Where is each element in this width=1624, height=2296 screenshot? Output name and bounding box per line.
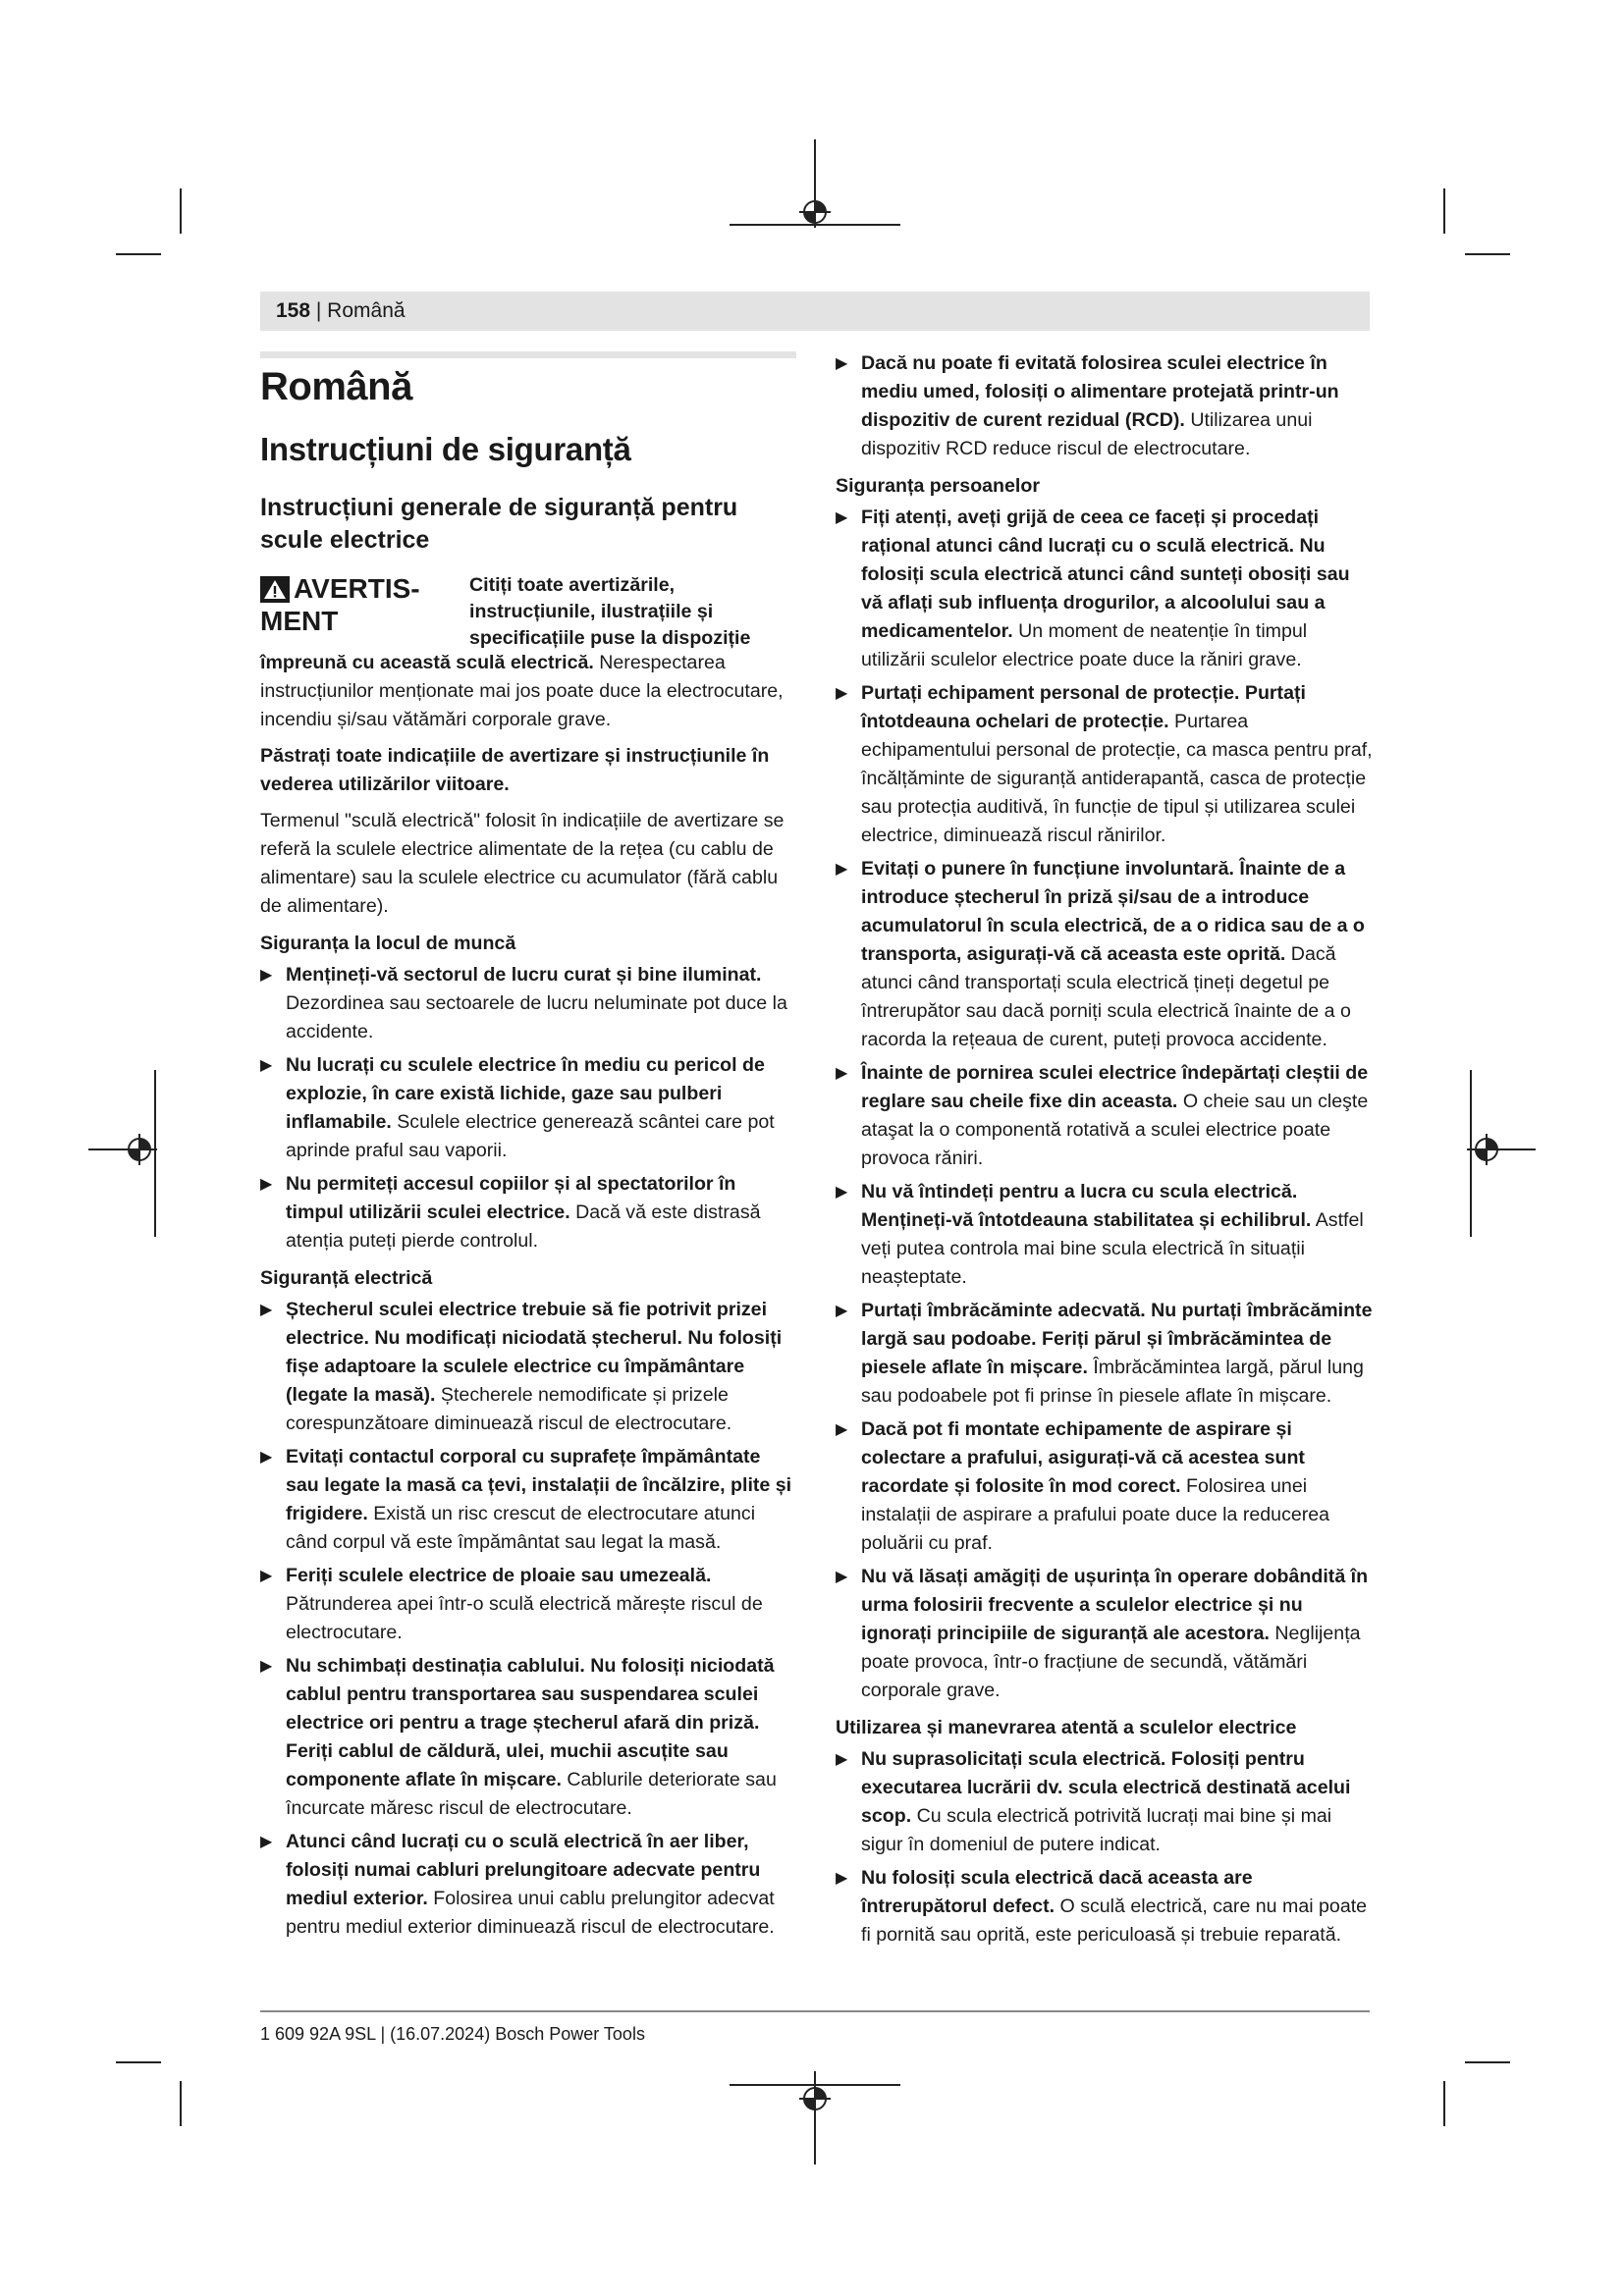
list-item	[836, 679, 1374, 850]
item-bold: Nu schimbați destinația cablului. Nu folosiți niciodată cablul pentru transportarea sau suspendarea sculei electrice ori pentru a trage ștecherul afară din priză. Feriți cablul de căldură, ulei, muchii ascuțite sau componente aflate în mișcare.	[286, 1655, 775, 1790]
item-text: Dacă atunci când transportați scula electrică țineți degetul pe întrerupător sau dacă porniți scula electrică înainte de a o racorda la rețeaua de curent, puteți provoca accidente.	[861, 943, 1351, 1050]
page-number: 158	[276, 299, 311, 322]
item-text: Ștecherele nemodificate și prizele corespunzătoare diminuează riscul de electrocutare.	[286, 1384, 732, 1434]
item-text: Pătrunderea apei într-o sculă electrică mărește riscul de electrocutare.	[286, 1593, 763, 1643]
page-footer: 1 609 92A 9SL | (16.07.2024) Bosch Power Tools	[260, 2024, 645, 2044]
item-bold: Ștecherul sculei electrice trebuie să fie potrivit prizei electrice. Nu modificați niciodată ștecherul. Nu folosiți fișe adaptoare la sculele electrice cu împământare (legate la masă).	[286, 1299, 783, 1406]
item-text: Dezordinea sau sectoarele de lucru neluminate pot duce la accidente.	[286, 992, 787, 1042]
list-item	[836, 1745, 1374, 1859]
item-text: O cheie sau un cleşte ataşat la o componentă rotativă a sculei electrice poate provoca răniri.	[861, 1091, 1369, 1169]
warning-label-2: MENT	[260, 606, 339, 636]
page-title: Română	[260, 365, 412, 408]
item-text: Neglijența poate provoca, într-o fracțiune de secundă, vătămări corporale grave.	[861, 1623, 1361, 1701]
left-column	[260, 365, 798, 1947]
item-bold: Nu permiteți accesul copiilor și al spectatorilor în timpul utilizării sculei electrice.	[286, 1173, 736, 1223]
warning-icon	[260, 576, 290, 603]
warning-bold-text: împreună cu această sculă electrică.	[260, 652, 594, 673]
registration-target-icon	[1471, 1134, 1502, 1165]
warning-side-text: Citiți toate avertizările, instrucțiunile, ilustrațiile și specificațiile puse la dispoziție	[469, 574, 751, 649]
warning-label-1: AVERTIS-	[294, 573, 420, 604]
item-text: Cu scula electrică potrivită lucrați mai bine și mai sigur în domeniul de putere indicat.	[861, 1805, 1332, 1855]
item-bold: Fiți atenți, aveți grijă de ceea ce faceți și procedați rațional atunci când lucrați cu o sculă electrică. Nu folosiți scula electrică atunci când sunteți obosiți sau vă aflați sub influența drogurilor, a alcoolului sau a medicamentelor.	[861, 507, 1350, 642]
item-bold: Înainte de pornirea sculei electrice îndepărtați cleștii de reglare sau cheile fixe din aceasta.	[861, 1062, 1369, 1112]
item-text: O sculă electrică, care nu mai poate fi pornită sau oprită, este periculoasă și trebuie reparată.	[861, 1896, 1368, 1946]
section-heading: Instrucțiuni generale de siguranță pentru scule electrice	[260, 494, 738, 554]
warning-paragraph	[260, 649, 798, 734]
crop-mark	[180, 2081, 182, 2126]
item-bold: Atunci când lucrați cu o sculă electrică în aer liber, folosiți numai cabluri prelungitoare adecvate pentru mediul exterior.	[286, 1831, 761, 1909]
page-number-label: 158 | Română	[276, 299, 406, 322]
registration-target-icon	[799, 196, 831, 228]
list-item	[836, 1297, 1374, 1411]
crop-mark	[116, 2061, 161, 2063]
crop-mark	[1465, 253, 1510, 255]
crop-mark	[180, 188, 182, 234]
electrical-title: Siguranță electrică	[260, 1267, 433, 1289]
right-column	[836, 349, 1374, 1954]
list-item	[836, 1059, 1374, 1173]
usage-title: Utilizarea și manevrarea atentă a sculelor electrice	[836, 1717, 1297, 1738]
list-item	[260, 1828, 798, 1942]
keep-instructions: Păstrați toate indicațiile de avertizare și instrucțiunile în vederea utilizărilor viitoare.	[260, 745, 770, 795]
list-item	[836, 855, 1374, 1054]
work-area-title: Siguranța la locul de muncă	[260, 933, 516, 954]
page-subtitle: Instrucțiuni de siguranță	[260, 431, 631, 467]
crop-mark	[1443, 188, 1445, 234]
registration-target-icon	[799, 2083, 831, 2114]
item-bold: Nu vă lăsați amăgiți de ușurința în operare dobândită în urma folosirii frecvente a sculelor electrice și nu ignorați principiile de siguranță ale acestora.	[861, 1566, 1369, 1644]
item-bold: Nu suprasolicitați scula electrică. Folosiți pentru executarea lucrării dv. scula electrică destinată acelui scop.	[861, 1748, 1351, 1827]
crop-mark	[1443, 2081, 1445, 2126]
list-item	[260, 1296, 798, 1438]
item-text: Folosirea unei instalații de aspirare a prafului poate duce la reducerea poluării cu praf.	[861, 1475, 1330, 1554]
header-language: Română	[327, 299, 406, 322]
item-bold: Feriți sculele electrice de ploaie sau umezeală.	[286, 1565, 712, 1586]
list-item	[836, 349, 1374, 463]
crop-mark	[1465, 2061, 1510, 2063]
page-header	[260, 292, 1370, 331]
item-bold: Nu vă întindeți pentru a lucra cu scula electrică. Mențineți-vă întotdeauna stabilitatea și echilibrul.	[861, 1181, 1312, 1231]
item-bold: Dacă nu poate fi evitată folosirea sculei electrice în mediu umed, folosiți o alimentare protejată printr-un dispozitiv de curent rezidual (RCD).	[861, 352, 1339, 431]
item-text: Cablurile deteriorate sau încurcate măresc riscul de electrocutare.	[286, 1769, 777, 1819]
item-text: Purtarea echipamentului personal de protecție, ca masca pentru praf, încălțăminte de siguranță antiderapantă, casca de protecție sau protecția auditivă, în funcție de tipul și utilizarea sculei electrice, diminuează riscul rănirilor.	[861, 711, 1373, 846]
item-text: Un moment de neatenție în timpul utilizării sculelor electrice poate duce la răniri grave.	[861, 620, 1308, 670]
item-bold: Mențineți-vă sectorul de lucru curat și bine iluminat.	[286, 964, 762, 986]
item-text: Există un risc crescut de electrocutare atunci când corpul vă este împământat sau legat la masă.	[286, 1503, 756, 1553]
list-item	[260, 961, 798, 1046]
list-item	[260, 1170, 798, 1255]
item-bold: Evitați contactul corporal cu suprafețe împământate sau legate la masă ca țevi, instalații de încălzire, plite și frigidere.	[286, 1446, 792, 1524]
item-text: Utilizarea unui dispozitiv RCD reduce riscul de electrocutare.	[861, 409, 1313, 459]
warning-normal-text: Nerespectarea instrucțiunilor menționate mai jos poate duce la electrocutare, incendiu și/sau vătămări corporale grave.	[260, 652, 784, 730]
list-item	[260, 1652, 798, 1823]
footer-rule	[260, 2010, 1370, 2012]
list-item	[260, 1443, 798, 1557]
item-text: Astfel veți putea controla mai bine scula electrică în situații neașteptate.	[861, 1209, 1364, 1288]
item-text: Sculele electrice generează scântei care pot aprinde praful sau vaporii.	[286, 1111, 775, 1161]
personal-title: Siguranța persoanelor	[836, 475, 1040, 497]
warning-block	[260, 572, 798, 651]
term-paragraph: Termenul "sculă electrică" folosit în indicațiile de avertizare se referă la sculele electrice alimentate de la rețea (cu cablu de alimentare) sau la sculele electrice cu acumulator (fără cablu de alimentare).	[260, 810, 785, 917]
list-item	[836, 1563, 1374, 1705]
item-text: Îmbrăcămintea largă, părul lung sau podoabele pot fi prinse în piesele aflate în mișcare.	[861, 1357, 1364, 1407]
item-text: Dacă vă este distrasă atenția puteți pierde controlul.	[286, 1201, 761, 1252]
item-bold: Purtați echipament personal de protecție. Purtați întotdeauna ochelari de protecție.	[861, 682, 1306, 732]
list-item	[836, 1415, 1374, 1558]
list-item	[836, 1864, 1374, 1949]
item-bold: Dacă pot fi montate echipamente de aspirare și colectare a prafului, asigurați-vă că acestea sunt racordate și folosite în mod corect.	[861, 1418, 1305, 1497]
list-item	[836, 504, 1374, 674]
item-bold: Purtați îmbrăcăminte adecvată. Nu purtați îmbrăcăminte largă sau podoabe. Feriți părul și îmbrăcămintea de piesele aflate în mișcare.	[861, 1300, 1373, 1378]
item-text: Folosirea unui cablu prelungitor adecvat pentru mediul exterior diminuează riscul de electrocutare.	[286, 1888, 775, 1938]
item-bold: Evitați o punere în funcțiune involuntară. Înainte de a introduce ștecherul în priză și/sau de a introduce acumulatorul în scula electrică, de a o ridica sau de a o transporta, asigurați-vă că aceasta este oprită.	[861, 858, 1365, 965]
registration-target-icon	[124, 1134, 155, 1165]
list-item	[260, 1051, 798, 1165]
list-item	[836, 1178, 1374, 1292]
list-item	[260, 1562, 798, 1647]
section-rule	[260, 351, 796, 358]
item-bold: Nu lucrați cu sculele electrice în mediu cu pericol de explozie, în care există lichide, gaze sau pulberi inflamabile.	[286, 1054, 765, 1133]
item-bold: Nu folosiți scula electrică dacă aceasta are întrerupătorul defect.	[861, 1867, 1253, 1917]
crop-mark	[116, 253, 161, 255]
